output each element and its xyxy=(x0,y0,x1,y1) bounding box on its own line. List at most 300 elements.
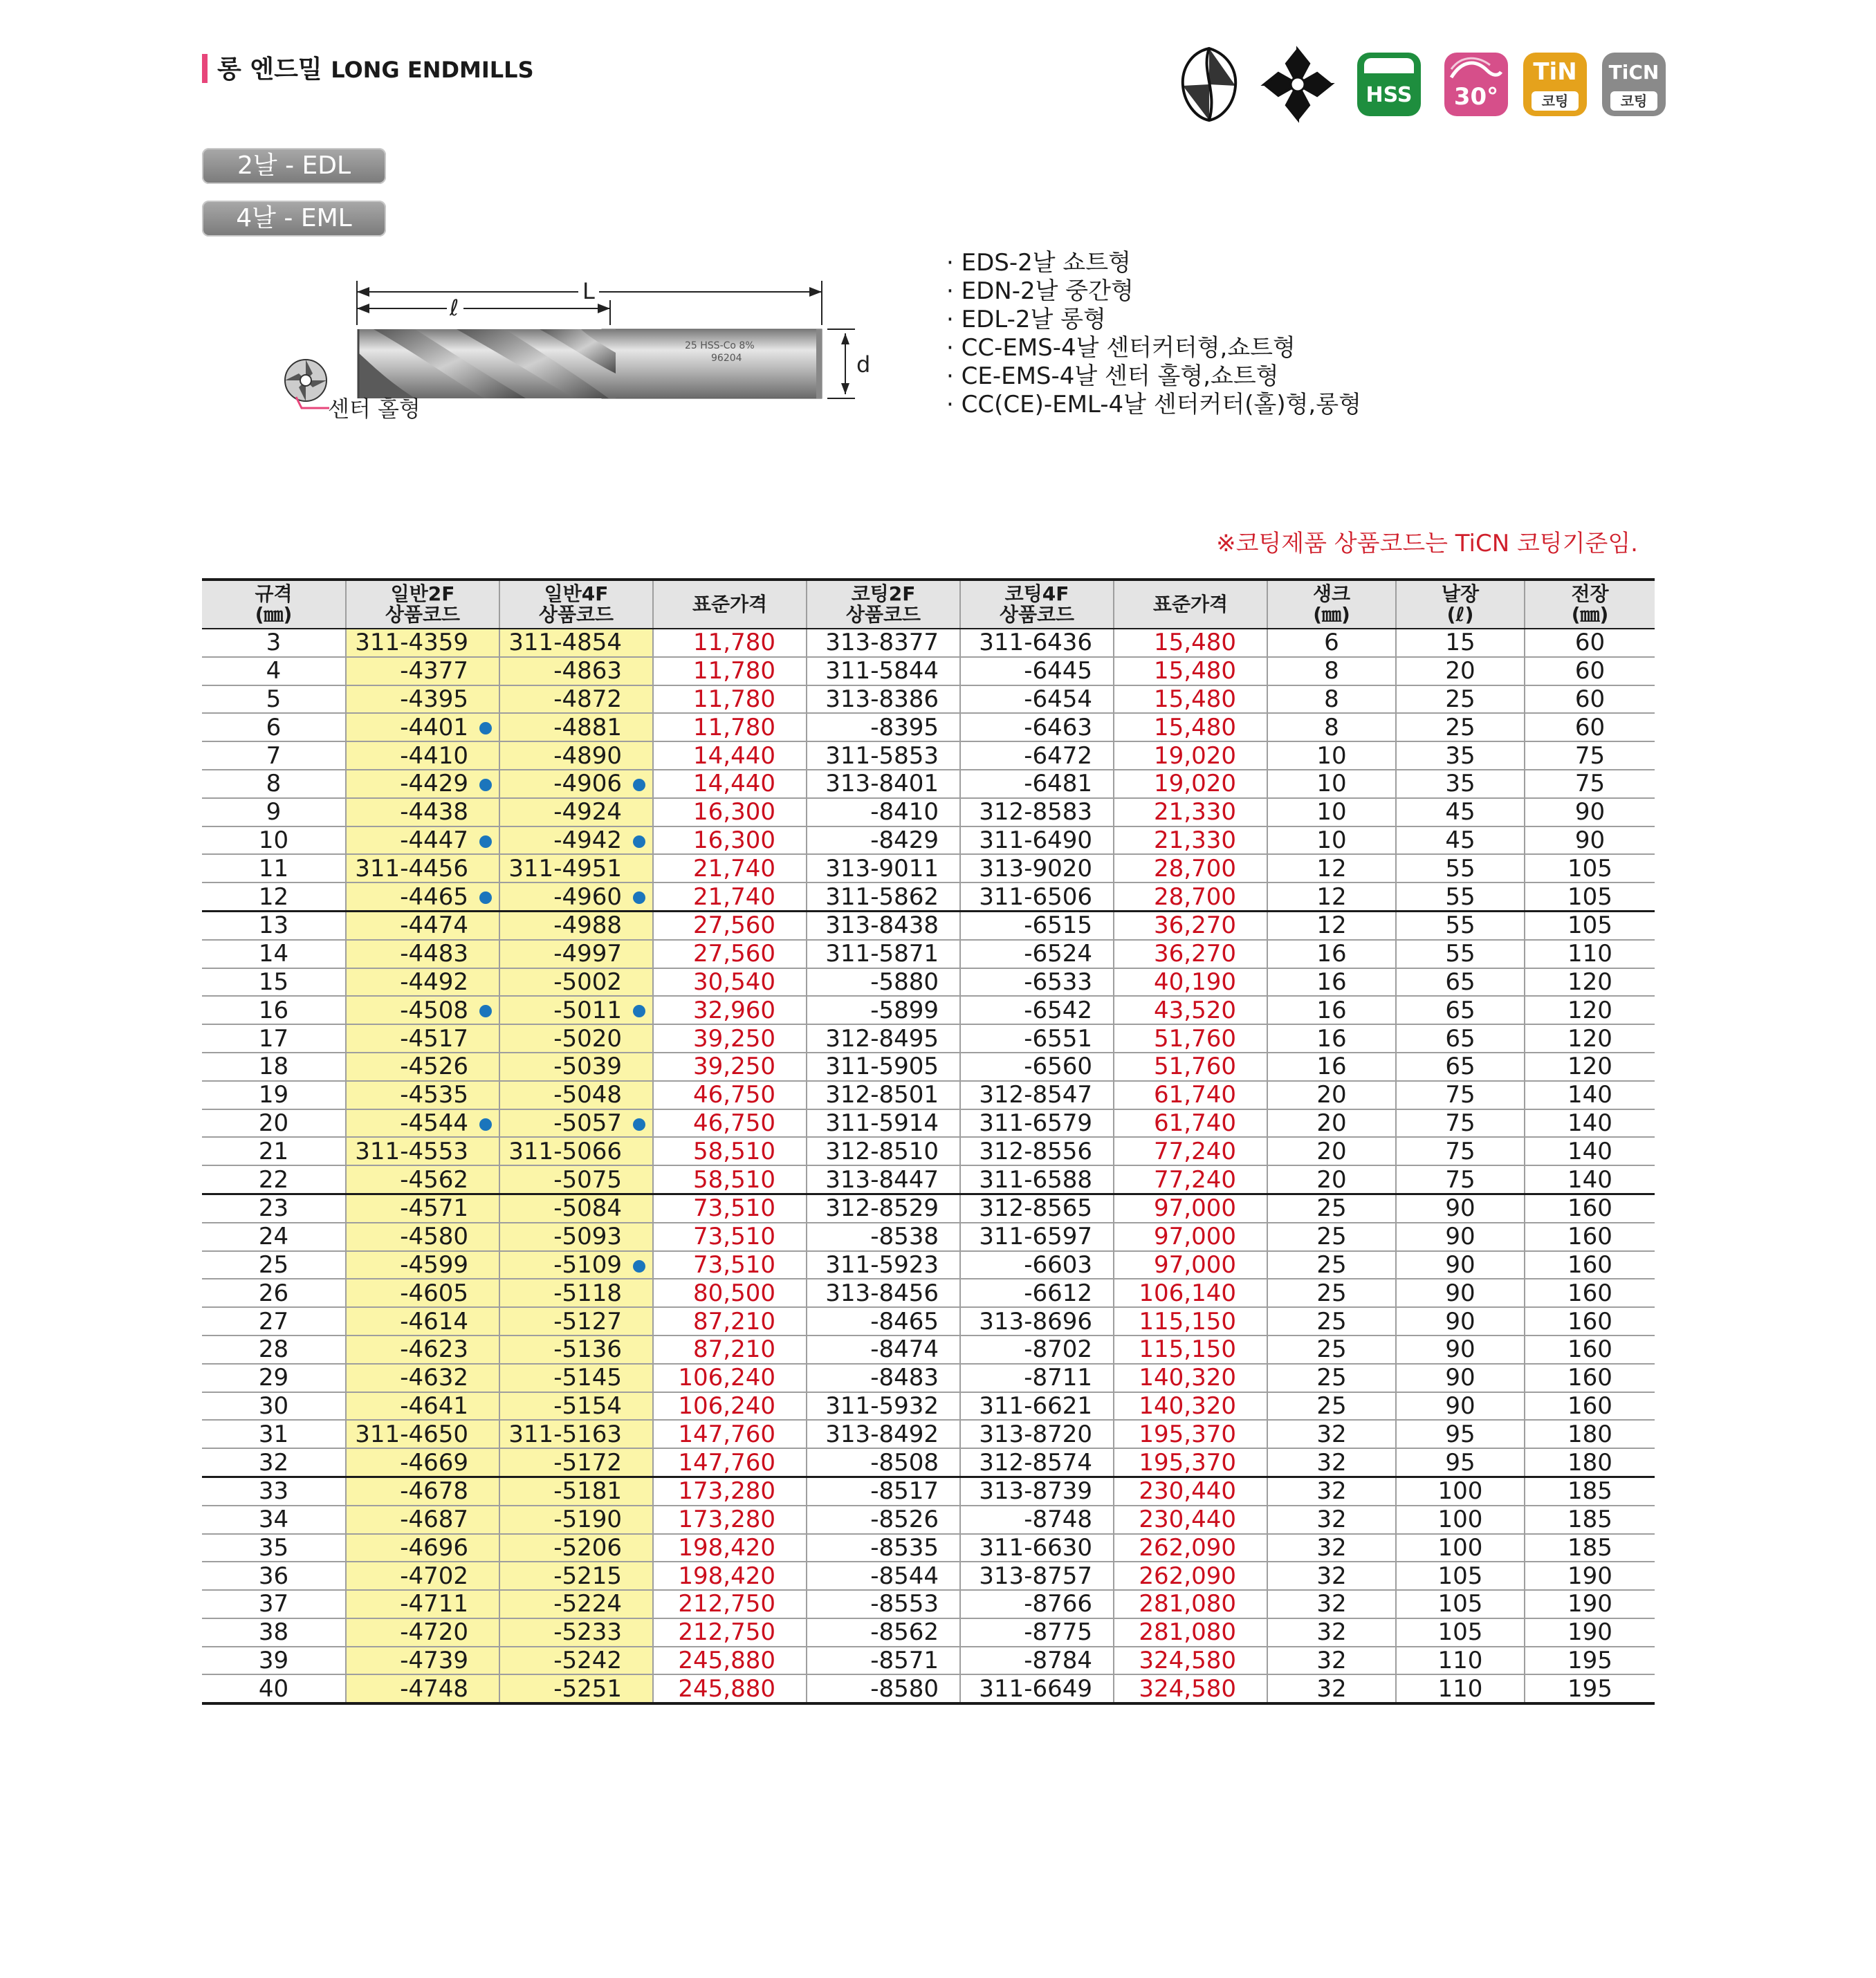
size-cell-text: 6 xyxy=(266,713,282,741)
general-price-cell-text: 21,740 xyxy=(693,854,775,882)
coated-price-cell-text: 195,370 xyxy=(1139,1420,1236,1448)
general-2f-code-cell-text: -4669 xyxy=(400,1448,468,1477)
coated-2f-code-cell-text: -8571 xyxy=(870,1647,939,1675)
coated-price-cell xyxy=(1114,1307,1267,1335)
flute-length-cell xyxy=(1396,1053,1525,1081)
coated-2f-code-cell xyxy=(807,968,960,997)
table-row xyxy=(202,1081,1655,1109)
coated-4f-code-cell-text: -6533 xyxy=(1024,968,1092,996)
flute-length-cell xyxy=(1396,629,1525,657)
coating-note: ※코팅제품 상품코드는 TiCN 코팅기준임. xyxy=(1216,530,1638,557)
coated-2f-code-cell xyxy=(807,1364,960,1392)
coated-2f-code-cell-text: -5899 xyxy=(870,996,939,1024)
coated-price-cell xyxy=(1114,629,1267,657)
coated-4f-code-cell-text: -6524 xyxy=(1024,940,1092,968)
total-length-cell-text: 105 xyxy=(1567,912,1612,940)
coated-4f-code-cell xyxy=(960,882,1114,911)
general-2f-code-cell-text: -4720 xyxy=(400,1618,468,1647)
flute-length-cell xyxy=(1396,826,1525,855)
size-cell-text: 36 xyxy=(258,1562,289,1590)
coated-2f-code-cell-text: 313-8492 xyxy=(825,1420,939,1448)
table-row xyxy=(202,1562,1655,1590)
column-header-line1: 일반2F xyxy=(390,582,455,605)
stock-dot-icon xyxy=(633,1005,645,1017)
coated-4f-code-cell xyxy=(960,1392,1114,1421)
general-2f-code-cell xyxy=(346,996,499,1024)
general-4f-code-cell-text: -5224 xyxy=(553,1590,622,1618)
stock-dot-icon xyxy=(479,779,492,791)
size-cell-text: 14 xyxy=(258,940,289,968)
coated-price-cell-text: 51,760 xyxy=(1154,1053,1236,1081)
coated-price-cell xyxy=(1114,1251,1267,1279)
coated-2f-code-cell-text: 311-5905 xyxy=(825,1053,939,1081)
flute-length-cell-text: 55 xyxy=(1445,882,1475,911)
general-2f-code-cell-text: -4632 xyxy=(400,1364,468,1392)
table-row xyxy=(202,1194,1655,1222)
flute-length-cell xyxy=(1396,1477,1525,1505)
size-cell-text: 8 xyxy=(266,770,282,798)
general-4f-code-cell-text: 311-4854 xyxy=(508,629,622,657)
coated-price-cell-text: 195,370 xyxy=(1139,1448,1236,1477)
coated-price-cell xyxy=(1114,1506,1267,1534)
size-cell xyxy=(202,1506,346,1534)
shank-cell-text: 20 xyxy=(1316,1081,1347,1109)
size-cell-text: 17 xyxy=(258,1024,289,1053)
column-header-line1: 표준가격 xyxy=(1152,593,1229,616)
size-cell xyxy=(202,1618,346,1647)
general-price-cell-text: 173,280 xyxy=(678,1506,775,1534)
coated-2f-code-cell-text: 312-8529 xyxy=(825,1194,939,1223)
flute-length-cell xyxy=(1396,1137,1525,1165)
general-2f-code-cell-text: -4410 xyxy=(400,741,468,770)
coated-2f-code-cell-text: 312-8510 xyxy=(825,1137,939,1165)
general-price-cell-text: 39,250 xyxy=(693,1024,775,1053)
coated-price-cell-text: 19,020 xyxy=(1154,770,1236,798)
size-cell xyxy=(202,1420,346,1448)
flute-length-cell xyxy=(1396,1448,1525,1477)
flute-length-cell-text: 75 xyxy=(1445,1165,1475,1194)
total-length-cell-text: 160 xyxy=(1567,1307,1612,1335)
flute-length-cell-text: 100 xyxy=(1437,1506,1483,1534)
general-2f-code-cell-text: -4623 xyxy=(400,1335,468,1364)
coated-2f-code-cell-text: -8483 xyxy=(870,1364,939,1392)
coated-2f-code-cell xyxy=(807,1081,960,1109)
total-length-cell-text: 60 xyxy=(1574,657,1606,685)
shank-cell xyxy=(1267,1506,1396,1534)
table-row xyxy=(202,798,1655,826)
total-length-cell-text: 60 xyxy=(1574,629,1606,657)
general-price-cell xyxy=(653,1534,807,1562)
general-4f-code-cell-text: -5039 xyxy=(553,1053,622,1081)
coated-4f-code-cell-text: 311-6621 xyxy=(979,1392,1092,1420)
general-2f-code-cell-text: 311-4359 xyxy=(355,629,468,657)
size-cell xyxy=(202,1053,346,1081)
coated-4f-code-cell-text: 312-8547 xyxy=(979,1081,1092,1109)
table-row xyxy=(202,657,1655,685)
coated-4f-code-cell xyxy=(960,1335,1114,1364)
flute-length-cell xyxy=(1396,657,1525,685)
flute-length-cell-text: 20 xyxy=(1445,657,1475,685)
general-2f-code-cell xyxy=(346,1392,499,1421)
shank-cell-text: 6 xyxy=(1324,629,1339,657)
shank-cell xyxy=(1267,1674,1396,1703)
general-2f-code-cell-text: -4748 xyxy=(400,1674,468,1703)
coated-price-cell xyxy=(1114,1279,1267,1307)
coated-2f-code-cell xyxy=(807,1477,960,1505)
coated-2f-code-cell xyxy=(807,741,960,770)
size-cell xyxy=(202,1251,346,1279)
shank-cell xyxy=(1267,826,1396,855)
general-4f-code-cell-text: -5057 xyxy=(553,1109,622,1137)
shank-cell-text: 25 xyxy=(1316,1223,1347,1251)
flute-length-cell-text: 25 xyxy=(1445,685,1475,713)
coated-2f-code-cell xyxy=(807,1279,960,1307)
shank-cell xyxy=(1267,1194,1396,1222)
coated-4f-code-cell xyxy=(960,770,1114,798)
shank-marking-1: 25 HSS-Co 8% xyxy=(685,340,755,351)
size-cell xyxy=(202,1165,346,1194)
total-length-cell xyxy=(1525,1477,1655,1505)
general-4f-code-cell-text: -5251 xyxy=(553,1674,622,1703)
coated-price-cell-text: 61,740 xyxy=(1154,1109,1236,1137)
total-length-cell-text: 190 xyxy=(1567,1618,1612,1647)
general-price-cell xyxy=(653,911,807,939)
coated-price-cell-text: 106,140 xyxy=(1139,1279,1236,1307)
general-2f-code-cell-text: -4526 xyxy=(400,1053,468,1081)
flute-length-cell-text: 95 xyxy=(1445,1448,1475,1477)
size-cell-text: 15 xyxy=(258,968,289,996)
general-price-cell-text: 58,510 xyxy=(693,1137,775,1165)
flute-length-cell xyxy=(1396,996,1525,1024)
coated-price-cell xyxy=(1114,657,1267,685)
general-price-cell xyxy=(653,629,807,657)
column-header-line2: (㎜) xyxy=(1313,603,1350,626)
coated-price-cell xyxy=(1114,741,1267,770)
coated-2f-code-cell-text: 313-8447 xyxy=(825,1165,939,1194)
size-cell-text: 38 xyxy=(258,1618,289,1647)
size-cell-text: 28 xyxy=(258,1335,289,1364)
general-2f-code-cell xyxy=(346,1165,499,1194)
flute-length-cell-text: 75 xyxy=(1445,1137,1475,1165)
shank-cell xyxy=(1267,1165,1396,1194)
table-row xyxy=(202,1364,1655,1392)
total-length-cell xyxy=(1525,657,1655,685)
hss-badge xyxy=(1357,53,1421,116)
flute-length-cell-text: 90 xyxy=(1445,1279,1475,1307)
shank-cell xyxy=(1267,713,1396,741)
general-2f-code-cell-text: -4678 xyxy=(400,1477,468,1506)
coated-price-cell-text: 15,480 xyxy=(1154,629,1236,657)
table-row xyxy=(202,1506,1655,1534)
shank-cell-text: 12 xyxy=(1316,882,1347,911)
coated-4f-code-cell xyxy=(960,1081,1114,1109)
total-length-cell xyxy=(1525,1335,1655,1364)
coated-2f-code-cell-text: -8517 xyxy=(870,1477,939,1506)
general-2f-code-cell-text: -4377 xyxy=(400,657,468,685)
general-4f-code-cell xyxy=(499,685,653,714)
size-cell-text: 16 xyxy=(258,996,289,1024)
column-header-line2: (ℓ) xyxy=(1446,603,1474,626)
note-item: · EDS-2날 쇼트형 xyxy=(946,249,1131,277)
flute-length-cell-text: 90 xyxy=(1445,1223,1475,1251)
coated-4f-code-cell-text: -6472 xyxy=(1024,741,1092,770)
size-cell-text: 24 xyxy=(258,1223,289,1251)
general-2f-code-cell-text: -4687 xyxy=(400,1506,468,1534)
general-2f-code-cell-text: -4641 xyxy=(400,1392,468,1420)
general-price-cell xyxy=(653,741,807,770)
stock-dot-icon xyxy=(633,1118,645,1131)
coated-price-cell-text: 51,760 xyxy=(1154,1024,1236,1053)
column-header-line1: 코팅4F xyxy=(1004,582,1069,605)
coated-2f-code-cell xyxy=(807,1562,960,1590)
coated-4f-code-cell xyxy=(960,713,1114,741)
size-cell xyxy=(202,1674,346,1703)
coated-4f-code-cell xyxy=(960,854,1114,882)
coated-price-cell xyxy=(1114,1081,1267,1109)
coated-2f-code-cell-text: -8429 xyxy=(870,826,939,854)
general-4f-code-cell-text: 311-5163 xyxy=(508,1420,622,1448)
table-row xyxy=(202,685,1655,714)
general-4f-code-cell-text: -5093 xyxy=(553,1223,622,1251)
general-4f-code-cell xyxy=(499,1194,653,1222)
flute-length-cell-text: 65 xyxy=(1445,996,1475,1024)
coated-4f-code-cell-text: -6481 xyxy=(1024,770,1092,798)
total-length-cell xyxy=(1525,1279,1655,1307)
flute-length-cell-text: 55 xyxy=(1445,854,1475,882)
flute-length-cell xyxy=(1396,1392,1525,1421)
coated-2f-code-cell xyxy=(807,1335,960,1364)
general-2f-code-cell-text: -4535 xyxy=(400,1081,468,1109)
shank-cell-text: 16 xyxy=(1316,1053,1347,1081)
coated-2f-code-cell-text: 311-5871 xyxy=(825,940,939,968)
total-length-cell xyxy=(1525,1590,1655,1618)
coated-price-cell-text: 281,080 xyxy=(1139,1590,1236,1618)
shank-cell xyxy=(1267,1562,1396,1590)
general-price-cell xyxy=(653,713,807,741)
coated-price-cell xyxy=(1114,854,1267,882)
column-header xyxy=(1525,580,1655,629)
stock-dot-icon xyxy=(633,891,645,904)
flute-length-cell-text: 15 xyxy=(1445,629,1475,657)
flute-length-cell-text: 90 xyxy=(1445,1392,1475,1420)
size-cell xyxy=(202,713,346,741)
general-price-cell xyxy=(653,996,807,1024)
general-4f-code-cell xyxy=(499,1506,653,1534)
general-price-cell-text: 11,780 xyxy=(693,713,775,741)
size-cell xyxy=(202,1477,346,1505)
general-4f-code-cell-text: -5084 xyxy=(553,1194,622,1223)
general-2f-code-cell xyxy=(346,1562,499,1590)
coated-4f-code-cell-text: -6454 xyxy=(1024,685,1092,713)
general-4f-code-cell-text: -5020 xyxy=(553,1024,622,1053)
coated-4f-code-cell-text: -8702 xyxy=(1024,1335,1092,1364)
total-length-cell xyxy=(1525,1307,1655,1335)
general-4f-code-cell xyxy=(499,1477,653,1505)
helix-wave-icon xyxy=(1449,57,1504,83)
general-2f-code-cell-text: -4711 xyxy=(400,1590,468,1618)
shank-cell xyxy=(1267,996,1396,1024)
coated-4f-code-cell xyxy=(960,629,1114,657)
column-header-line2: 상품코드 xyxy=(999,603,1075,626)
general-4f-code-cell-text: -5233 xyxy=(553,1618,622,1647)
total-length-cell-text: 190 xyxy=(1567,1562,1612,1590)
general-2f-code-cell-text: -4517 xyxy=(400,1024,468,1053)
total-length-cell xyxy=(1525,1647,1655,1675)
general-2f-code-cell xyxy=(346,1674,499,1703)
general-price-cell-text: 198,420 xyxy=(678,1562,775,1590)
general-price-cell xyxy=(653,826,807,855)
total-length-cell xyxy=(1525,685,1655,714)
general-4f-code-cell-text: -4881 xyxy=(553,713,622,741)
coated-2f-code-cell xyxy=(807,1392,960,1421)
coated-price-cell xyxy=(1114,1534,1267,1562)
flute-length-cell xyxy=(1396,713,1525,741)
size-cell xyxy=(202,1223,346,1251)
coated-4f-code-cell xyxy=(960,1647,1114,1675)
coated-4f-code-cell-text: -6560 xyxy=(1024,1053,1092,1081)
total-length-cell-text: 90 xyxy=(1574,826,1606,854)
general-4f-code-cell xyxy=(499,1448,653,1477)
general-price-cell-text: 30,540 xyxy=(693,968,775,996)
coated-2f-code-cell-text: -8395 xyxy=(870,713,939,741)
size-cell-text: 9 xyxy=(266,798,282,826)
column-header-line2: 상품코드 xyxy=(385,603,461,626)
general-2f-code-cell-text: -4474 xyxy=(400,912,468,940)
title-english: LONG ENDMILLS xyxy=(331,57,534,83)
coated-price-cell xyxy=(1114,1109,1267,1138)
coated-2f-code-cell-text: -8538 xyxy=(870,1223,939,1251)
coated-2f-code-cell-text: -8474 xyxy=(870,1335,939,1364)
size-cell xyxy=(202,1392,346,1421)
shank-cell xyxy=(1267,685,1396,714)
coated-4f-code-cell xyxy=(960,1223,1114,1251)
flute-length-cell xyxy=(1396,1279,1525,1307)
coated-4f-code-cell xyxy=(960,1053,1114,1081)
table-row xyxy=(202,1137,1655,1165)
coated-2f-code-cell xyxy=(807,996,960,1024)
general-4f-code-cell-text: -5136 xyxy=(553,1335,622,1364)
general-2f-code-cell xyxy=(346,1223,499,1251)
general-2f-code-cell xyxy=(346,1448,499,1477)
coated-4f-code-cell-text: -8784 xyxy=(1024,1647,1092,1675)
coated-2f-code-cell xyxy=(807,1137,960,1165)
size-cell xyxy=(202,1109,346,1138)
coated-4f-code-cell-text: -6515 xyxy=(1024,912,1092,940)
size-cell xyxy=(202,1194,346,1222)
general-4f-code-cell-text: -4997 xyxy=(553,940,622,968)
coated-price-cell-text: 21,330 xyxy=(1154,826,1236,854)
total-length-cell xyxy=(1525,968,1655,997)
general-price-cell xyxy=(653,1477,807,1505)
flute-length-cell-text: 105 xyxy=(1437,1590,1483,1618)
coated-price-cell-text: 77,240 xyxy=(1154,1137,1236,1165)
flute-length-cell-text: 35 xyxy=(1445,770,1475,798)
coated-price-cell xyxy=(1114,1364,1267,1392)
coated-price-cell-text: 28,700 xyxy=(1154,882,1236,911)
general-4f-code-cell xyxy=(499,1674,653,1703)
ticn-label: TiCN xyxy=(1608,61,1659,84)
coated-4f-code-cell xyxy=(960,685,1114,714)
size-cell xyxy=(202,1335,346,1364)
general-4f-code-cell-text: -5002 xyxy=(553,968,622,996)
total-length-cell-text: 190 xyxy=(1567,1590,1612,1618)
coated-4f-code-cell-text: 311-6649 xyxy=(979,1674,1092,1703)
note-item: · CC(CE)-EML-4날 센터커터(홀)형,롱형 xyxy=(946,391,1361,418)
column-header-line1: 규격 xyxy=(255,582,293,605)
coated-2f-code-cell-text: -8526 xyxy=(870,1506,939,1534)
shank-cell-text: 32 xyxy=(1316,1618,1347,1647)
general-2f-code-cell-text: -4562 xyxy=(400,1165,468,1194)
general-4f-code-cell xyxy=(499,1392,653,1421)
shank-cell xyxy=(1267,1251,1396,1279)
flute-length-cell xyxy=(1396,1562,1525,1590)
coated-4f-code-cell-text: 312-8565 xyxy=(979,1194,1092,1223)
general-price-cell-text: 27,560 xyxy=(693,940,775,968)
general-price-cell-text: 16,300 xyxy=(693,826,775,854)
general-2f-code-cell-text: -4492 xyxy=(400,968,468,996)
note-item: · CC-EMS-4날 센터커터형,쇼트형 xyxy=(946,334,1296,362)
general-price-cell xyxy=(653,1364,807,1392)
flute-length-cell-text: 75 xyxy=(1445,1109,1475,1137)
total-length-cell-text: 180 xyxy=(1567,1448,1612,1477)
shank-cell-text: 25 xyxy=(1316,1194,1347,1223)
shank-cell-text: 16 xyxy=(1316,1024,1347,1053)
coated-2f-code-cell-text: 311-5862 xyxy=(825,882,939,911)
general-price-cell-text: 173,280 xyxy=(678,1477,775,1506)
general-2f-code-cell-text: -4483 xyxy=(400,940,468,968)
coated-4f-code-cell-text: -8766 xyxy=(1024,1590,1092,1618)
table-row xyxy=(202,1590,1655,1618)
coated-4f-code-cell-text: 311-6597 xyxy=(979,1223,1092,1251)
coated-price-cell xyxy=(1114,940,1267,968)
general-price-cell xyxy=(653,1223,807,1251)
size-cell-text: 18 xyxy=(258,1053,289,1081)
flute-length-cell xyxy=(1396,1618,1525,1647)
tin-coating-badge xyxy=(1523,53,1587,116)
size-cell-text: 19 xyxy=(258,1081,289,1109)
general-4f-code-cell xyxy=(499,1647,653,1675)
coated-price-cell-text: 40,190 xyxy=(1154,968,1236,996)
shank-cell-text: 20 xyxy=(1316,1165,1347,1194)
shank-cell xyxy=(1267,629,1396,657)
general-2f-code-cell xyxy=(346,741,499,770)
total-length-cell-text: 75 xyxy=(1574,770,1606,798)
coated-price-cell-text: 61,740 xyxy=(1154,1081,1236,1109)
general-price-cell-text: 46,750 xyxy=(693,1081,775,1109)
total-length-cell xyxy=(1525,798,1655,826)
coated-price-cell-text: 97,000 xyxy=(1154,1194,1236,1223)
shank-cell xyxy=(1267,1392,1396,1421)
coated-4f-code-cell xyxy=(960,826,1114,855)
coated-2f-code-cell xyxy=(807,882,960,911)
shank-cell-text: 8 xyxy=(1324,685,1339,713)
total-length-cell xyxy=(1525,1081,1655,1109)
coated-2f-code-cell-text: 313-8386 xyxy=(825,685,939,713)
flute-length-cell-text: 90 xyxy=(1445,1194,1475,1223)
model-notes xyxy=(946,249,1361,419)
flute-length-cell xyxy=(1396,940,1525,968)
size-cell-text: 30 xyxy=(258,1392,289,1420)
stock-dot-icon xyxy=(479,722,492,734)
coated-price-cell-text: 97,000 xyxy=(1154,1223,1236,1251)
flute-length-cell xyxy=(1396,1251,1525,1279)
general-4f-code-cell-text: -5048 xyxy=(553,1081,622,1109)
general-price-cell-text: 87,210 xyxy=(693,1335,775,1364)
general-2f-code-cell-text: -4429 xyxy=(400,770,468,798)
size-cell-text: 13 xyxy=(258,912,289,940)
general-2f-code-cell xyxy=(346,1307,499,1335)
general-4f-code-cell-text: -5242 xyxy=(553,1647,622,1675)
